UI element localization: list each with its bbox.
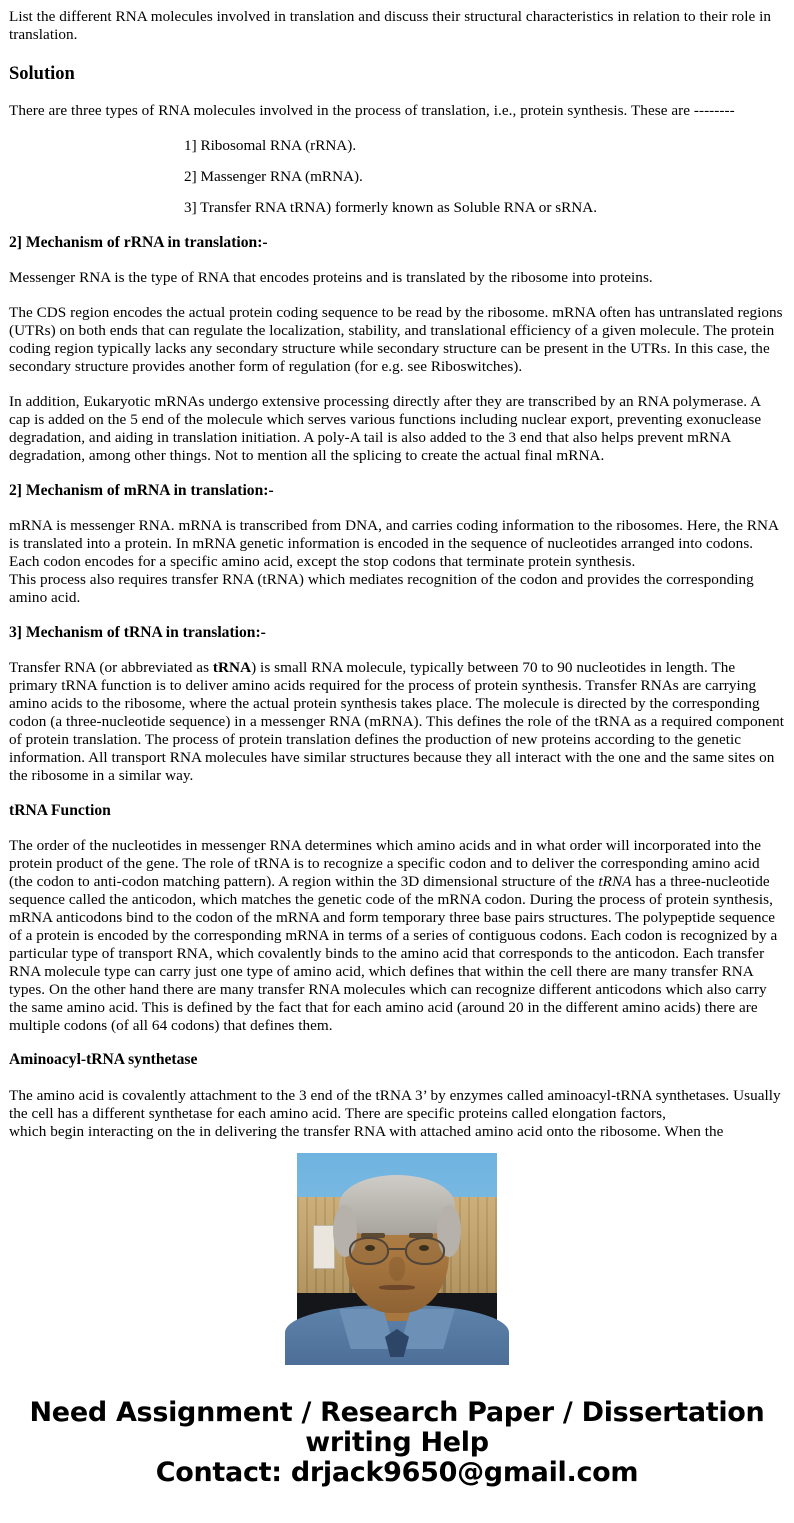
photo-nose xyxy=(389,1257,405,1281)
function-text-b: has a three-nucleotide sequence called the anticodon, which matches the genetic code of the mRNA codon. During the process of protein synthesis, mRNA anticodons bind to the codon of the mRNA and form temporary three base pairs structures. The polypeptide sequence of a protein is encoded by the corresponding mRNA in terms of a series of contiguous codons. Each codon is recognized by a particular type of transport RNA, which covalently binds to the amino acid that corresponds to the anticodon. Each transfer RNA molecule type can carry just one type of amino acid, which defines that within the cell there are many transfer RNA types. On the other hand there are many transfer RNA molecules which can recognize different anticodons which also carry the same amino acid. This is defined by the fact that for each amino acid (around 20 in the different amino acids) there are multiple codons (of all 64 codons) that defines them. xyxy=(9,873,778,1034)
spacer xyxy=(9,500,785,517)
heading-rrna-mechanism: 2] Mechanism of rRNA in translation:- xyxy=(9,233,268,251)
spacer xyxy=(9,44,785,64)
heading-trna-function: tRNA Function xyxy=(9,801,111,819)
photo-wall-switch xyxy=(313,1225,335,1269)
rrna-paragraph-1: Messenger RNA is the type of RNA that encodes proteins and is translated by the ribosome into proteins. xyxy=(9,269,653,287)
rrna-paragraph-2: The CDS region encodes the actual protein coding sequence to be read by the ribosome. mRNA often has untranslated regions (UTRs) on both ends that can regulate the localization, stability, and translational efficiency of a given molecule. The protein coding region typically lacks any secondary structure while secondary structure can be present in the UTRs. In this case, the secondary structure provides another form of regulation (for e.g. see Riboswitches). xyxy=(9,304,783,376)
trna-paragraph-1 xyxy=(9,659,785,785)
footer-contact-email: Contact: drjack9650@gmail.com xyxy=(155,1457,639,1489)
spacer xyxy=(9,642,785,659)
avatar xyxy=(297,1153,497,1353)
spacer xyxy=(9,186,785,199)
spacer xyxy=(9,287,785,304)
footer-line-1: Need Assignment / Research Paper / Dissertation xyxy=(29,1397,765,1428)
trna-italic-term: tRNA xyxy=(598,873,632,891)
synthetase-clipped-text: which begin interacting on the in delivering the transfer RNA with attached amino acid onto the ribosome. When the xyxy=(9,1122,724,1140)
trna-bold-term: tRNA xyxy=(212,659,252,677)
spacer xyxy=(9,120,785,137)
synthetase-paragraph: The amino acid is covalently attachment to the 3 end of the tRNA 3’ by enzymes called aminoacyl-tRNA synthetases. Usually the cell has a different synthetase for each amino acid. There are specific proteins called elongation factors, xyxy=(9,1086,781,1122)
trna-text-b: ) is small RNA molecule, typically between 70 to 90 nucleotides in length. The primary tRNA function is to deliver amino acids required for the process of protein synthesis. Transfer RNAs are carrying amino acids to the ribosome, where the actual protein synthesis takes place. The molecule is directed by the corresponding codon (a three-nucleotide sequence) in a messenger RNA (mRNA). This defines the role of the tRNA as a required component of protein translation. The process of protein translation defines the production of new proteins according to the genetic information. All transport RNA molecules have similar structures because they all interact with the one and the same sites on the ribosome in a similar way. xyxy=(9,659,784,784)
spacer xyxy=(9,607,785,624)
rrna-paragraph-3: In addition, Eukaryotic mRNAs undergo extensive processing directly after they are transcribed by an RNA polymerase. A cap is added on the 5 end of the molecule which serves various functions including nuclear export, preventing exonuclease degradation, and aiding in translation initiation. A poly-A tail is also added to the 3 end that also helps prevent mRNA degradation, among other things. Not to mention all the splicing to create the actual final mRNA. xyxy=(9,392,762,464)
heading-mrna-mechanism: 2] Mechanism of mRNA in translation:- xyxy=(9,481,274,499)
spacer xyxy=(9,785,785,802)
list-item: 3] Transfer RNA tRNA) formerly known as Soluble RNA or sRNA. xyxy=(184,198,598,216)
photo-mouth xyxy=(379,1285,415,1290)
trna-text-a: Transfer RNA (or abbreviated as xyxy=(9,659,213,677)
spacer xyxy=(9,1034,785,1051)
function-text-a: The order of the nucleotides in messenger RNA determines which amino acids and in what order will incorporated into the protein product of the gene. The role of tRNA is to recognize a specific codon and to deliver the corresponding amino acid (the codon to anti-codon matching pattern). A region within the 3D dimensional structure of the xyxy=(9,837,762,891)
question-text: List the different RNA molecules involved in translation and discuss their structural characteristics in relation to their role in translation. xyxy=(9,8,772,43)
synthetase-clipped-line xyxy=(9,1122,785,1140)
spacer xyxy=(9,155,785,168)
trna-function-paragraph xyxy=(9,837,785,1034)
footer-line-2: writing Help xyxy=(305,1427,489,1459)
footer-promo xyxy=(0,1398,794,1489)
list-item: 2] Massenger RNA (mRNA). xyxy=(184,168,363,186)
solution-heading: Solution xyxy=(9,63,75,84)
spacer xyxy=(9,252,785,269)
mrna-paragraph-2: This process also requires transfer RNA (tRNA) which mediates recognition of the codon and provides the corresponding amino acid. xyxy=(9,570,754,606)
spacer xyxy=(9,85,785,102)
spacer xyxy=(9,376,785,393)
spacer xyxy=(9,217,785,234)
heading-aminoacyl-synthetase: Aminoacyl-tRNA synthetase xyxy=(9,1051,198,1069)
avatar-photo xyxy=(297,1153,497,1353)
mrna-paragraph-1: mRNA is messenger RNA. mRNA is transcribed from DNA, and carries coding information to the ribosomes. Here, the RNA is translated into a protein. In mRNA genetic information is encoded in the sequence of nucleotides arranged into codons. Each codon encodes for a specific amino acid, except the stop codons that terminate protein synthesis. xyxy=(9,517,779,570)
list-item: 1] Ribosomal RNA (rRNA). xyxy=(184,137,357,155)
photo-lens-right xyxy=(405,1237,445,1265)
heading-trna-mechanism: 3] Mechanism of tRNA in translation:- xyxy=(9,623,266,641)
spacer xyxy=(9,820,785,837)
spacer xyxy=(9,1070,785,1087)
photo-glasses-bridge xyxy=(389,1248,404,1250)
photo-lens-left xyxy=(349,1237,389,1265)
intro-text: There are three types of RNA molecules involved in the process of translation, i.e., protein synthesis. These are -------- xyxy=(9,102,735,120)
spacer xyxy=(9,465,785,482)
